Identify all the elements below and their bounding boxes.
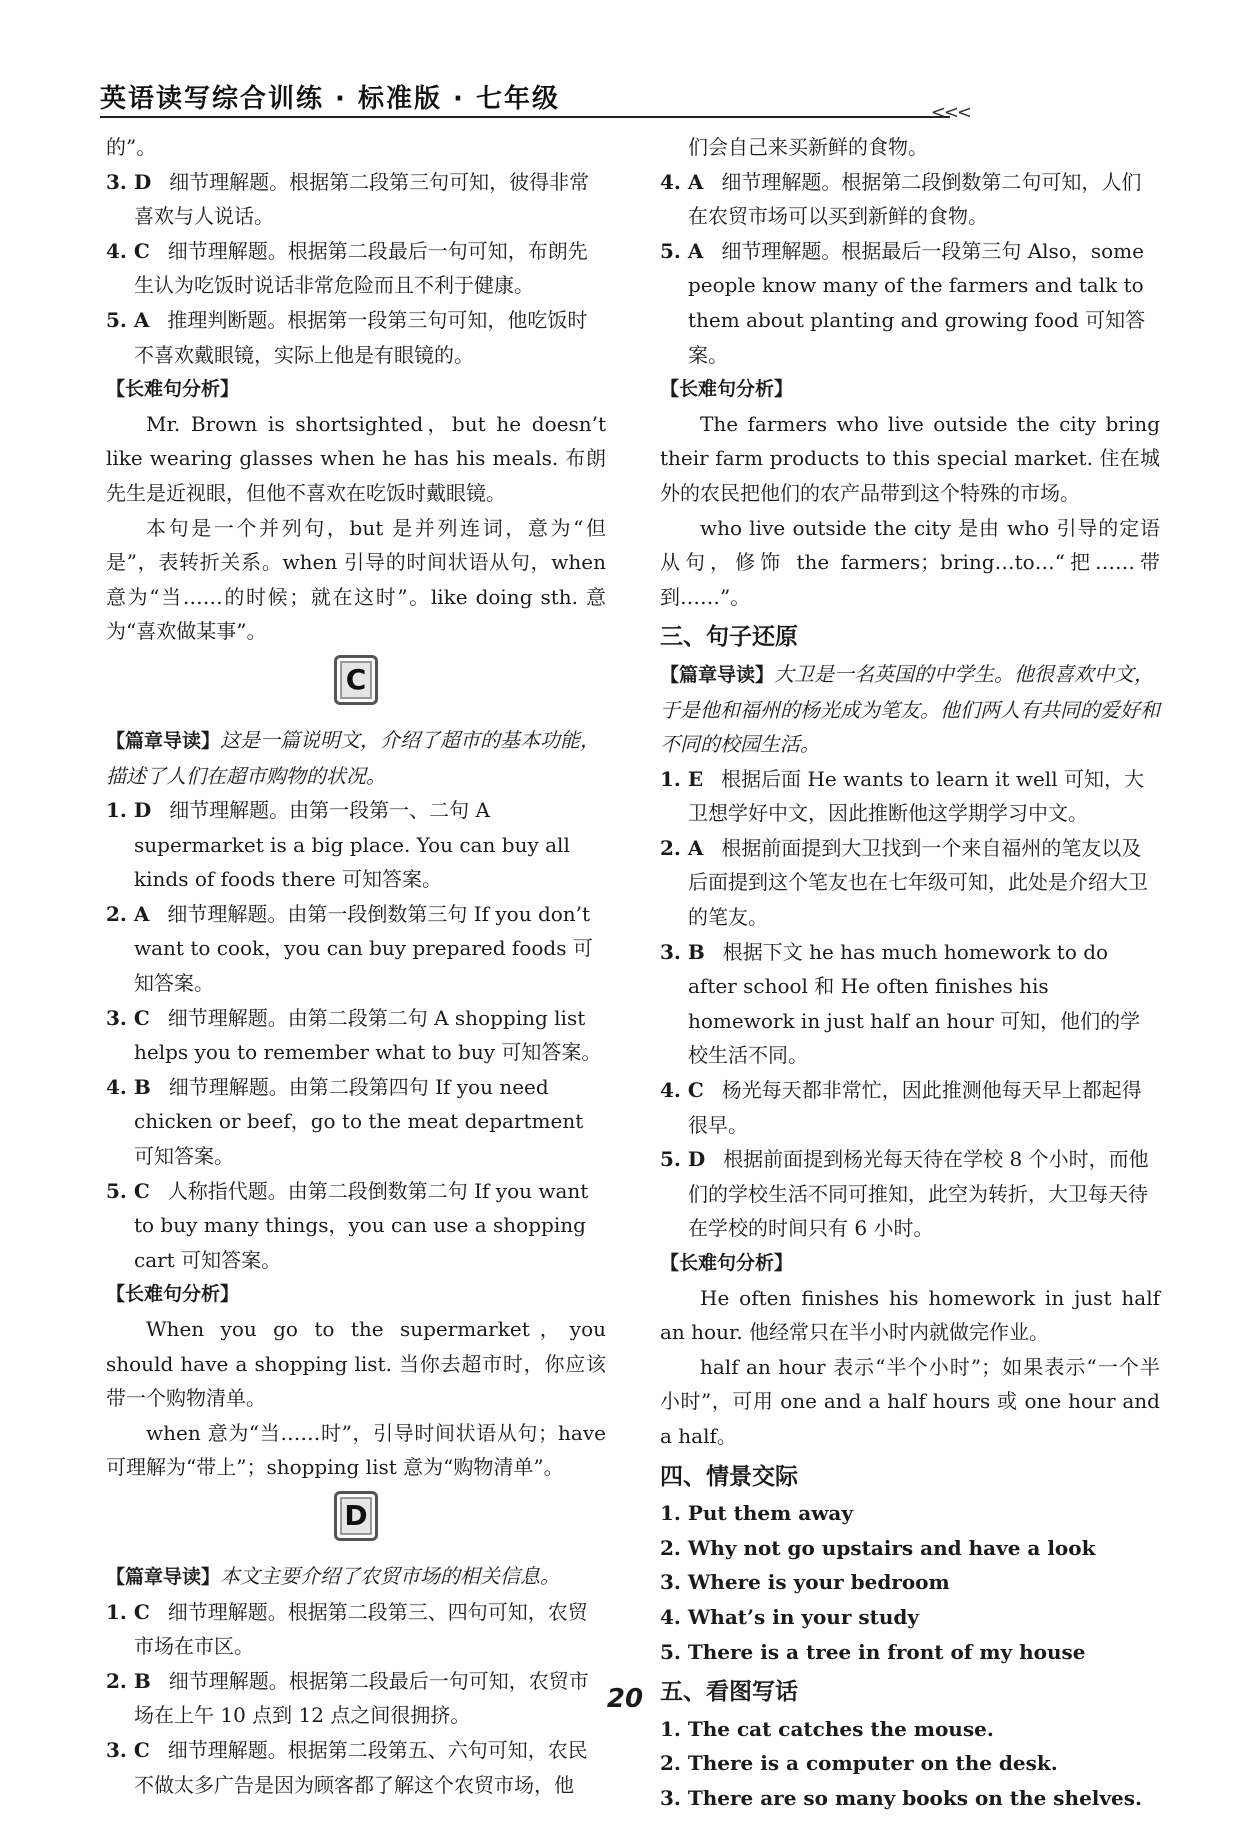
answer-item bbox=[660, 762, 1160, 831]
answer-explanation: 杨光每天都非常忙，因此推测他每天早上都起得很早。 bbox=[688, 1078, 1142, 1137]
answer-number: 2. A bbox=[660, 835, 704, 860]
answer-item bbox=[106, 1001, 606, 1070]
answer-number: 1. D bbox=[106, 798, 152, 823]
answer-explanation: 细节理解题。由第一段倒数第三句 If you don’t want to cook，you can buy prepared foods 可知答案。 bbox=[134, 901, 593, 996]
analysis-sentence: Mr. Brown is shortsighted，but he doesn’t like wearing glasses when he has his meals. 布朗先生是近视眼，但他不喜欢在吃饭时戴眼镜。 bbox=[106, 411, 606, 505]
right-column bbox=[660, 130, 1160, 1816]
guide-text: 这是一篇说明文，介绍了超市的基本功能，描述了人们在超市购物的状况。 bbox=[106, 727, 601, 788]
answer-item bbox=[660, 831, 1160, 935]
guide-tag: 【篇章导读】 bbox=[106, 729, 221, 752]
analysis-tag: 【长难句分析】 bbox=[106, 378, 240, 401]
chapter-guide bbox=[106, 1559, 606, 1595]
answer-explanation: 细节理解题。根据第二段第三句可知，彼得非常喜欢与人说话。 bbox=[134, 169, 590, 229]
header-divider bbox=[100, 116, 950, 118]
section-c-badge: C bbox=[334, 655, 378, 705]
analysis-tag: 【长难句分析】 bbox=[660, 1252, 794, 1274]
answer-explanation: 细节理解题。根据最后一段第三句 Also，some people know many of the farmers and talk to them about planting and growing food 可知答案。 bbox=[688, 238, 1146, 367]
dialogue-answer: 4. What’s in your study bbox=[660, 1604, 919, 1629]
guide-tag: 【篇章导读】 bbox=[106, 1565, 221, 1588]
analysis-sentence: He often finishes his homework in just half an hour. 他经常只在半小时内就做完作业。 bbox=[660, 1285, 1160, 1345]
answer-explanation: 细节理解题。根据第二段倒数第二句可知，人们在农贸市场可以买到新鲜的食物。 bbox=[688, 169, 1142, 229]
answer-item bbox=[106, 165, 606, 234]
answer-explanation: 细节理解题。由第一段第一、二句 A supermarket is a big place. You can buy all kinds of foods there 可知答案。 bbox=[134, 798, 570, 892]
chapter-guide bbox=[660, 657, 1160, 762]
answer-explanation: 细节理解题。根据第二段第五、六句可知，农民不做太多广告是因为顾客都了解这个农贸市场，他 bbox=[134, 1737, 588, 1797]
answer-item bbox=[106, 1595, 606, 1664]
answer-number: 4. A bbox=[660, 169, 704, 194]
answer-item bbox=[106, 793, 606, 897]
answer-explanation: 推理判断题。根据第一段第三句可知，他吃饭时不喜欢戴眼镜，实际上他是有眼镜的。 bbox=[134, 307, 588, 367]
guide-tag: 【篇章导读】 bbox=[660, 663, 775, 686]
answer-item bbox=[660, 234, 1160, 372]
answer-item bbox=[106, 897, 606, 1001]
section-c-badge-wrap bbox=[106, 655, 606, 715]
answer-item bbox=[106, 1174, 606, 1278]
dialogue-answer: 1. Put them away bbox=[660, 1501, 854, 1526]
answer-explanation: 根据后面 He wants to learn it well 可知，大卫想学好中文，因此推断他这学期学习中文。 bbox=[688, 766, 1144, 826]
answer-number: 5. C bbox=[106, 1178, 150, 1203]
dialogue-answer: 2. Why not go upstairs and have a look bbox=[660, 1535, 1096, 1560]
answer-number: 4. B bbox=[106, 1074, 151, 1099]
answer-item bbox=[660, 1142, 1160, 1246]
answer-item bbox=[660, 935, 1160, 1073]
section-d-badge: D bbox=[334, 1491, 378, 1541]
answer-explanation: 细节理解题。根据第二段最后一句可知，布朗先生认为吃饭时说话非常危险而且不利于健康。 bbox=[134, 238, 588, 298]
section-heading: 三、句子还原 bbox=[660, 624, 798, 651]
answer-number: 3. D bbox=[106, 169, 152, 194]
answer-item bbox=[106, 1733, 606, 1802]
answer-number: 4. C bbox=[106, 238, 150, 263]
chapter-guide bbox=[106, 723, 606, 793]
section-heading: 四、情景交际 bbox=[660, 1463, 798, 1490]
section-heading: 五、看图写话 bbox=[660, 1679, 798, 1706]
analysis-sentence: When you go to the supermarket，you should have a shopping list. 当你去超市时，你应该带一个购物清单。 bbox=[106, 1317, 606, 1411]
book-title: 英语读写综合训练 · 标准版 · 七年级 bbox=[100, 84, 560, 114]
analysis-sentence: The farmers who live outside the city bring their farm products to this special market. 住在城外的农民把他们的农产品带到这个特殊的市场。 bbox=[660, 411, 1160, 505]
analysis-tag: 【长难句分析】 bbox=[106, 1283, 240, 1306]
answer-explanation: 细节理解题。根据第二段第三、四句可知，农贸市场在市区。 bbox=[134, 1599, 588, 1659]
picture-writing-answer: 1. The cat catches the mouse. bbox=[660, 1716, 994, 1741]
answer-number: 5. A bbox=[106, 307, 150, 332]
analysis-explanation: who live outside the city 是由 who 引导的定语从句，修饰 the farmers；bring…to…“把……带到……”。 bbox=[660, 515, 1160, 609]
analysis-explanation: 本句是一个并列句，but 是并列连词，意为“但是”，表转折关系。when 引导的时间状语从句，when 意为“当……的时候；就在这时”。like doing sth. 意为“喜欢做某事”。 bbox=[106, 515, 606, 644]
answer-item bbox=[106, 234, 606, 303]
answer-number: 1. E bbox=[660, 766, 704, 791]
guide-text: 本文主要介绍了农贸市场的相关信息。 bbox=[220, 1563, 561, 1588]
answer-explanation: 根据前面提到杨光每天待在学校 8 个小时，而他们的学校生活不同可推知，此空为转折，大卫每天待在学校的时间只有 6 小时。 bbox=[688, 1147, 1149, 1241]
dialogue-answer: 3. Where is your bedroom bbox=[660, 1570, 950, 1595]
answer-number: 2. B bbox=[106, 1668, 151, 1693]
continued-line: 的”。 bbox=[106, 135, 157, 159]
answer-explanation: 细节理解题。由第二段第四句 If you need chicken or beef，go to the meat department 可知答案。 bbox=[134, 1074, 584, 1169]
answer-number: 5. D bbox=[660, 1147, 706, 1172]
answer-item bbox=[660, 1073, 1160, 1142]
answer-number: 3. B bbox=[660, 939, 705, 964]
answer-number: 1. C bbox=[106, 1599, 150, 1624]
page-number: 20 bbox=[606, 1684, 644, 1714]
picture-writing-answer: 2. There is a computer on the desk. bbox=[660, 1751, 1058, 1776]
answer-number: 2. A bbox=[106, 901, 150, 926]
answer-item bbox=[106, 1070, 606, 1174]
section-d-badge-wrap bbox=[106, 1491, 606, 1551]
dialogue-answer: 5. There is a tree in front of my house bbox=[660, 1639, 1086, 1664]
answer-item bbox=[106, 303, 606, 372]
answer-explanation: 细节理解题。根据第二段最后一句可知，农贸市场在上午 10 点到 12 点之间很拥挤。 bbox=[134, 1668, 589, 1728]
answer-explanation: 细节理解题。由第二段第二句 A shopping list helps you to remember what to buy 可知答案。 bbox=[134, 1005, 602, 1065]
answer-number: 5. A bbox=[660, 238, 704, 263]
page-header bbox=[100, 78, 980, 123]
answer-explanation: 根据下文 he has much homework to do after school 和 He often finishes his homework in just half an hour 可知，他们的学校生活不同。 bbox=[688, 939, 1141, 1068]
analysis-tag: 【长难句分析】 bbox=[660, 378, 794, 401]
answer-item bbox=[660, 165, 1160, 234]
picture-writing-answer: 3. There are so many books on the shelves. bbox=[660, 1785, 1142, 1810]
answer-number: 3. C bbox=[106, 1737, 150, 1762]
answer-explanation: 根据前面提到大卫找到一个来自福州的笔友以及后面提到这个笔友也在七年级可知，此处是介绍大卫的笔友。 bbox=[688, 835, 1148, 930]
left-column bbox=[106, 130, 606, 1802]
answer-number: 4. C bbox=[660, 1078, 704, 1103]
answer-explanation: 人称指代题。由第二段倒数第二句 If you want to buy many things，you can use a shopping cart 可知答案。 bbox=[134, 1178, 589, 1272]
continued-line: 们会自己来买新鲜的食物。 bbox=[688, 135, 928, 159]
analysis-explanation: half an hour 表示“半个小时”；如果表示“一个半小时”，可用 one and a half hours 或 one hour and a half。 bbox=[660, 1354, 1160, 1448]
header-arrows-decoration: <<< bbox=[930, 102, 970, 123]
answer-number: 3. C bbox=[106, 1005, 150, 1030]
guide-text: 大卫是一名英国的中学生。他很喜欢中文，于是他和福州的杨光成为笔友。他们两人有共同的爱好和不同的校园生活。 bbox=[660, 661, 1160, 757]
analysis-explanation: when 意为“当……时”，引导时间状语从句；have 可理解为“带上”；shopping list 意为“购物清单”。 bbox=[106, 1420, 606, 1480]
